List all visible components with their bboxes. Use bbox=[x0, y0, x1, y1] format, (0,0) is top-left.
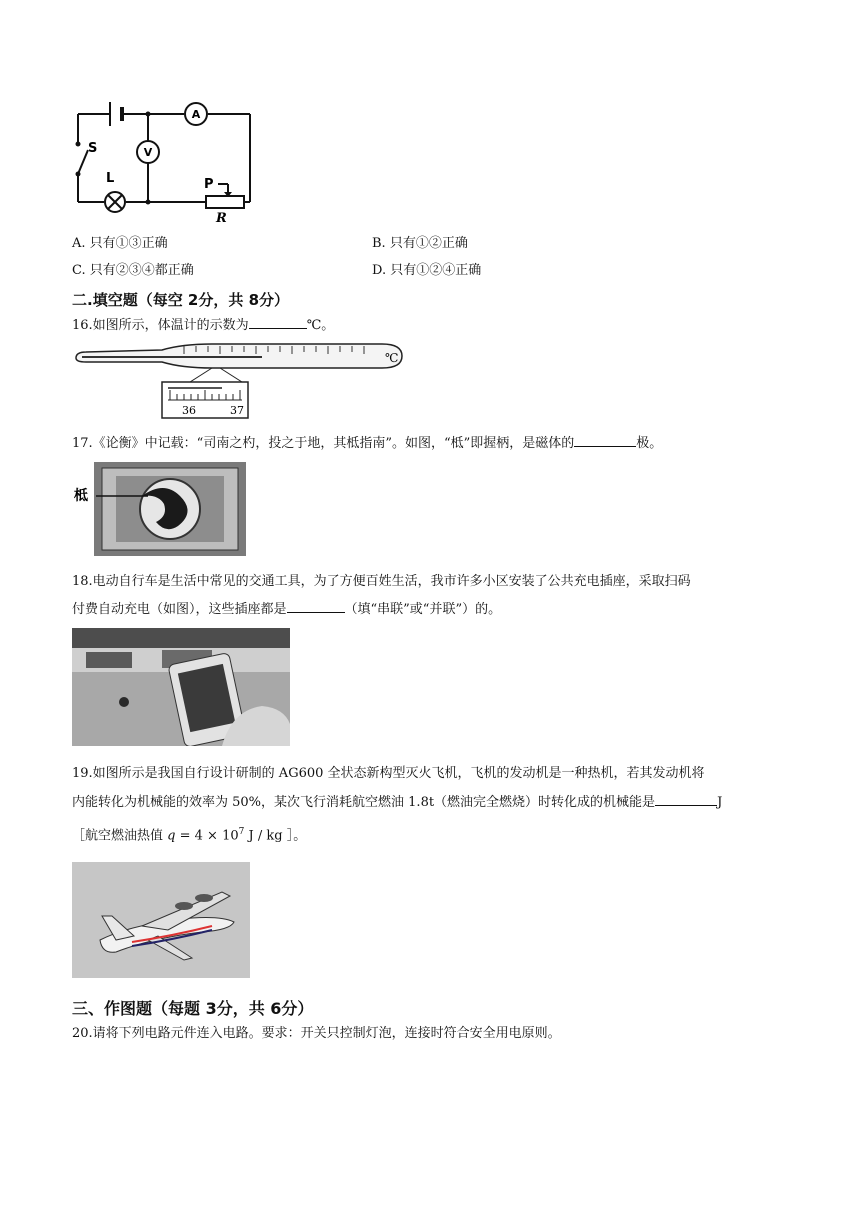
thermometer-figure bbox=[72, 338, 408, 422]
sinan-drawing bbox=[72, 460, 248, 558]
section-2-title: 二.填空题（每空 2分，共 8分） bbox=[72, 291, 290, 309]
scale-label-37: 37 bbox=[230, 404, 244, 417]
q17-text-after: 极。 bbox=[636, 436, 663, 451]
formula-eq: = 4 × 10 bbox=[179, 828, 239, 844]
q19-line3-after: ］。 bbox=[286, 828, 307, 844]
q18-line2 bbox=[72, 600, 501, 619]
q19-line1: 19.如图所示是我国自行设计研制的 AG600 全状态新构型灭火飞机，飞机的发动机是一种热机，若其发动机将 bbox=[72, 766, 705, 781]
ammeter-label: A bbox=[191, 108, 201, 121]
q19-line2 bbox=[72, 793, 722, 812]
q16-text-before: 16.如图所示，体温计的示数为 bbox=[72, 318, 249, 333]
airplane-drawing bbox=[72, 862, 250, 978]
option-c: C. 只有②③④都正确 bbox=[72, 263, 194, 278]
voltmeter-label: V bbox=[143, 146, 153, 159]
sinan-figure bbox=[72, 460, 248, 558]
q19-line3 bbox=[72, 823, 306, 845]
lamp-label: L bbox=[106, 171, 115, 186]
formula-unit: J / kg bbox=[248, 828, 283, 844]
q20-text: 20.请将下列电路元件连入电路。要求：开关只控制灯泡，连接时符合安全用电原则。 bbox=[72, 1026, 561, 1041]
q17-answer-blank[interactable] bbox=[574, 434, 636, 447]
option-d: D. 只有①②④正确 bbox=[372, 263, 482, 278]
formula-exponent: 7 bbox=[238, 827, 245, 837]
option-b: B. 只有①②正确 bbox=[372, 236, 468, 251]
airplane-photo bbox=[72, 862, 250, 978]
q17-text-before: 17.《论衡》中记载：“司南之杓，投之于地，其柢指南”。如图，“柢”即握柄，是磁体的 bbox=[72, 436, 575, 451]
resistor-label: R bbox=[216, 211, 227, 226]
q16-text bbox=[72, 316, 334, 335]
charging-photo bbox=[72, 628, 290, 746]
q18-answer-blank[interactable] bbox=[287, 600, 345, 613]
q17-text bbox=[72, 434, 662, 453]
q18-line2-after: （填“串联”或“并联”）的。 bbox=[344, 602, 502, 617]
q19-line3-before: ［航空燃油热值 bbox=[72, 828, 164, 844]
sinan-handle-label: 柢 bbox=[74, 488, 88, 504]
q19-line2-after: J bbox=[717, 795, 723, 810]
option-a: A. 只有①③正确 bbox=[72, 236, 168, 251]
scale-label-36: 36 bbox=[182, 404, 196, 417]
charging-drawing bbox=[72, 628, 290, 746]
slider-label: P bbox=[204, 177, 214, 192]
q18-line2-before: 付费自动充电（如图），这些插座都是 bbox=[72, 602, 287, 617]
circuit-diagram bbox=[66, 96, 266, 226]
q19-line2-before: 内能转化为机械能的效率为 50%，某次飞行消耗航空燃油 1.8t（燃油完全燃烧）时转化成的机械能是 bbox=[72, 795, 656, 810]
q16-text-after: ℃。 bbox=[306, 318, 335, 333]
q16-answer-blank[interactable] bbox=[249, 316, 307, 329]
q19-answer-blank[interactable] bbox=[655, 793, 717, 806]
section-3-title: 三、作图题（每题 3分，共 6分） bbox=[72, 999, 314, 1018]
formula-q: q bbox=[167, 828, 176, 844]
q18-line1: 18.电动自行车是生活中常见的交通工具，为了方便百姓生活，我市许多小区安装了公共充电插座，采取扫码 bbox=[72, 574, 691, 589]
switch-label: S bbox=[88, 141, 98, 156]
thermometer-symbol: ℃ bbox=[385, 351, 399, 365]
